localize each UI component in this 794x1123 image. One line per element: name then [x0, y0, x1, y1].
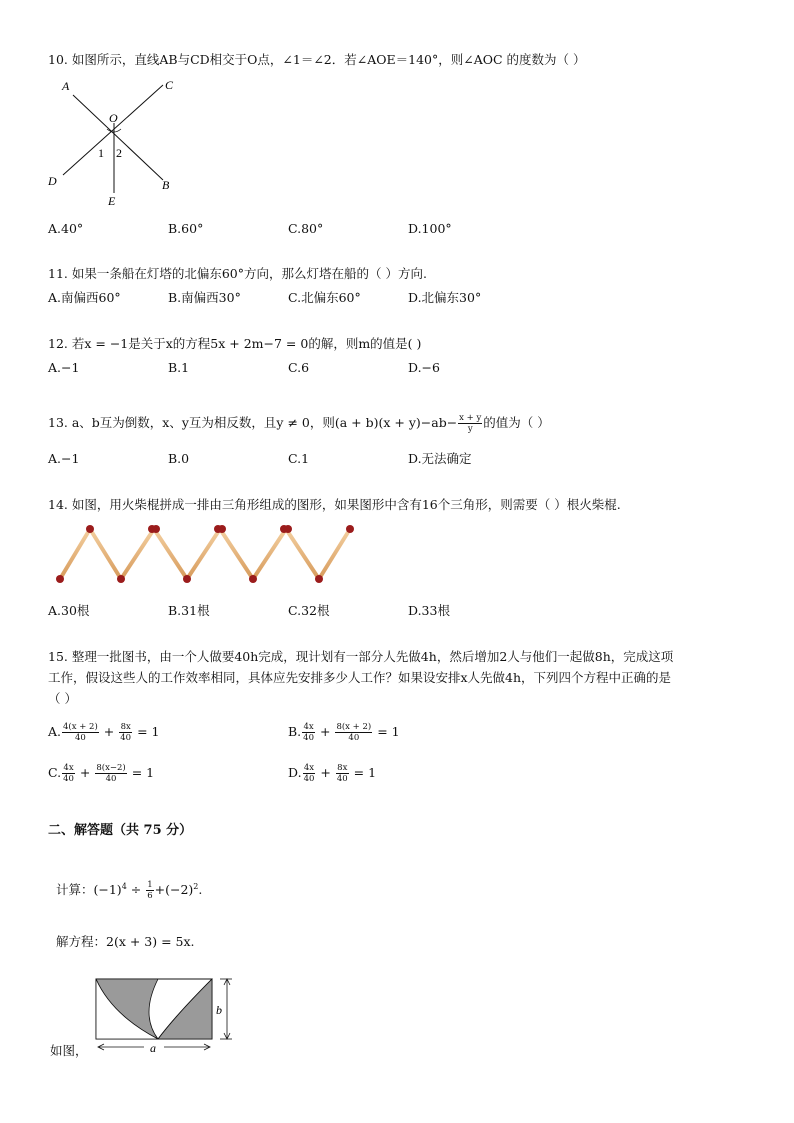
frac-den: 40 — [63, 774, 74, 784]
q15-line2: 工作，假设这些人的工作效率相同，具体应先安排多少人工作？如果设安排x人先做4h，下列四个方程中正确的是 — [48, 670, 672, 685]
fraction — [95, 763, 126, 784]
q11-option-a: A.南偏西60° — [48, 290, 121, 305]
frac-den: 40 — [348, 733, 360, 743]
match-head — [346, 525, 354, 533]
q10-option-c: C.80° — [288, 221, 324, 236]
frac-den: 40 — [74, 733, 86, 743]
label-E: E — [108, 194, 116, 208]
frac-num: 8x — [337, 763, 348, 773]
q13-frac-den: y — [467, 424, 473, 434]
fraction — [336, 763, 349, 784]
match-head — [218, 525, 226, 533]
label-O: O — [109, 111, 118, 125]
frac-num: 4x — [303, 722, 314, 732]
q13-frac-num: x + y — [459, 413, 482, 423]
q14-option-a: A.30根 — [48, 603, 90, 618]
q14-option-c: C.32根 — [288, 603, 330, 618]
frac-den: 40 — [303, 733, 314, 743]
match-diag-8 — [286, 529, 319, 579]
fraction — [335, 722, 372, 743]
match-diag-1 — [60, 529, 90, 579]
q15-option-c — [48, 762, 154, 784]
fraction — [119, 722, 132, 743]
q13-option-c: C.1 — [288, 451, 310, 466]
q10-option-b: B.60° — [168, 221, 204, 236]
equals-one: = 1 — [137, 724, 160, 739]
q10-option-a: A.40° — [48, 221, 84, 236]
plus-sign: + — [103, 724, 115, 739]
frac-num: 4(x + 2) — [63, 722, 98, 732]
q12-option-a: A.−1 — [48, 360, 80, 375]
q12-stem: 12. 若x = −1是关于x的方程5x + 2m−7 = 0的解，则m的值是( ) — [48, 336, 422, 351]
match-diag-9 — [319, 529, 350, 579]
line-CD — [63, 85, 163, 175]
q15-line3: （ ） — [48, 691, 77, 706]
label-B: B — [162, 178, 170, 192]
frac-den: 40 — [303, 774, 315, 784]
option-prefix: D. — [288, 765, 302, 780]
frac-num: 4x — [63, 763, 74, 773]
q14-option-d: D.33根 — [408, 603, 450, 618]
match-head — [315, 575, 323, 583]
q14-stem: 14. 如图，用火柴棍拼成一排由三角形组成的图形，如果图形中含有16个三角形，则需要（ ）根火柴棍. — [48, 497, 621, 512]
q15-line1: 15. 整理一批图书，由一个人做要40h完成，现计划有一部分人先做4h，然后增加2人与他们一起做8h，完成这项 — [48, 649, 674, 664]
label-2: 2 — [116, 146, 122, 160]
q13-option-a: A.−1 — [48, 451, 80, 466]
q11-stem: 11. 如果一条船在灯塔的北偏东60°方向，那么灯塔在船的（ ）方向. — [48, 266, 427, 281]
frac-den: 40 — [336, 774, 348, 784]
label-C: C — [165, 78, 174, 92]
fraction — [62, 722, 99, 743]
match-diag-5 — [187, 529, 220, 579]
option-prefix: C. — [48, 765, 62, 780]
fraction — [146, 880, 153, 901]
q11-option-c: C.北偏东60° — [288, 290, 361, 305]
label-D: D — [48, 174, 57, 188]
fraction — [303, 763, 316, 784]
match-diag-6 — [220, 529, 253, 579]
q13-stem — [48, 412, 550, 434]
q12-option-b: B.1 — [168, 360, 190, 375]
calc-problem — [56, 876, 202, 901]
match-diag-2 — [90, 529, 121, 579]
equals-one: = 1 — [377, 724, 400, 739]
fraction — [62, 763, 75, 784]
q11-option-d: D.北偏东30° — [408, 290, 482, 305]
match-head — [284, 525, 292, 533]
q13-option-b: B.0 — [168, 451, 190, 466]
match-head — [152, 525, 160, 533]
q15-option-a — [48, 721, 159, 743]
q10-figure — [45, 75, 185, 210]
match-head — [249, 575, 257, 583]
q15-option-b — [288, 721, 400, 743]
plus-sign: + — [320, 765, 331, 780]
match-head — [183, 575, 191, 583]
match-head — [117, 575, 125, 583]
match-diag-7 — [253, 529, 286, 579]
q13-option-d: D.无法确定 — [408, 451, 472, 466]
line-AB — [73, 95, 163, 180]
matchstick-figure — [52, 524, 362, 586]
dim-a-label: a — [150, 1041, 156, 1055]
solve-equation: 解方程：2(x + 3) = 5x. — [56, 934, 195, 949]
plus-sign: + — [79, 765, 91, 780]
q15-option-d — [288, 762, 376, 784]
q12-option-c: C.6 — [288, 360, 310, 375]
q14-option-b: B.31根 — [168, 603, 210, 618]
frac-num: 1 — [147, 880, 153, 891]
section-heading: 二、解答题（共 75 分） — [48, 823, 193, 838]
equals-one: = 1 — [353, 765, 377, 780]
q11-option-b: B.南偏西30° — [168, 290, 241, 305]
match-diag-4 — [154, 529, 187, 579]
plus-sign: + — [319, 724, 331, 739]
shaded-rectangle-figure — [92, 975, 242, 1055]
calc-text: 计算：(−1) — [56, 882, 122, 898]
equals-one: = 1 — [131, 765, 155, 780]
match-diag-3 — [121, 529, 154, 579]
q12-option-d: D.−6 — [408, 360, 440, 375]
q10-stem: 10. 如图所示，直线AB与CD相交于O点，∠1＝∠2．若∠AOE＝140°，则∠AOC 的度数为（ ） — [48, 52, 586, 67]
label-1: 1 — [98, 146, 104, 160]
q13-stem-after: 的值为（ ） — [483, 415, 550, 430]
option-prefix: B. — [288, 724, 302, 739]
frac-num: 8x — [120, 722, 131, 732]
match-head — [86, 525, 94, 533]
q13-fraction — [458, 413, 482, 434]
dim-b-label: b — [216, 1003, 222, 1017]
frac-num: 8(x + 2) — [336, 722, 372, 732]
exponent: 4 — [121, 882, 127, 891]
exponent: 2 — [193, 882, 199, 891]
option-prefix: A. — [48, 724, 62, 739]
frac-den: 40 — [120, 733, 132, 743]
calc-text: +(−2) — [154, 882, 194, 898]
frac-den: 40 — [105, 774, 117, 784]
divide-sign: ÷ — [126, 882, 146, 898]
q13-stem-before: 13. a、b互为倒数，x、y互为相反数，且y ≠ 0，则(a + b)(x + y)−ab− — [48, 415, 458, 430]
frac-num: 4x — [303, 763, 315, 773]
fraction — [302, 722, 315, 743]
match-head — [56, 575, 64, 583]
q10-option-d: D.100° — [408, 221, 452, 236]
period: . — [198, 882, 203, 898]
figure-prefix: 如图， — [50, 1043, 88, 1058]
frac-num: 8(x−2) — [96, 763, 126, 773]
label-A: A — [62, 79, 70, 93]
frac-den: 6 — [147, 891, 153, 902]
